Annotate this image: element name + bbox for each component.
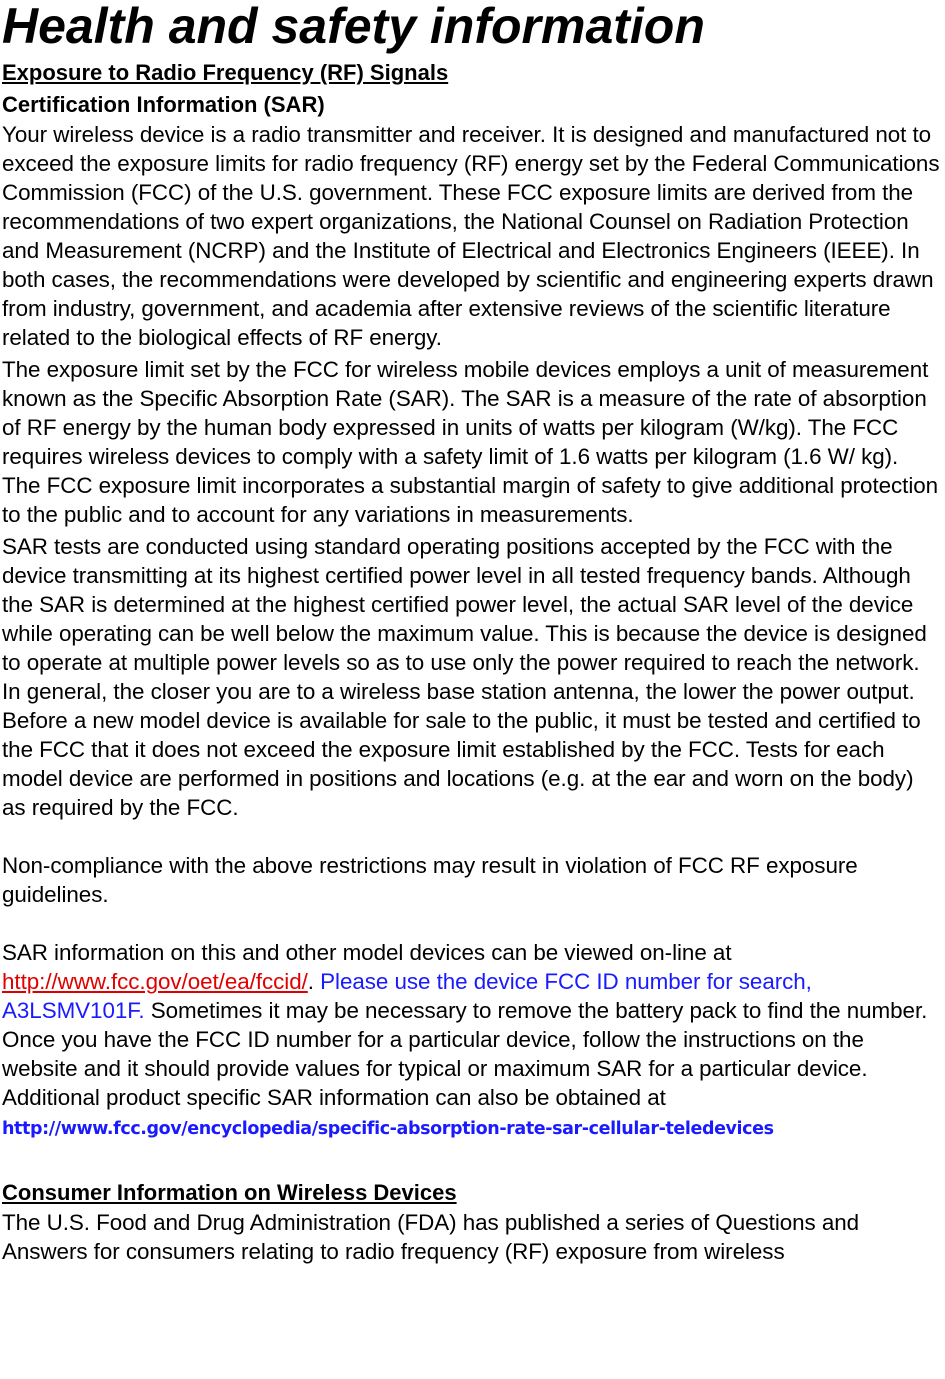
document-page (2, 0, 942, 1266)
fcc-id-search-note: Please use the device FCC ID number for search, A3LSMV101F. (2, 969, 812, 1023)
fcc-encyclopedia-link[interactable]: http://www.fcc.gov/encyclopedia/specific-absorption-rate-sar-cellular-teledevices (2, 1119, 774, 1139)
rf-paragraph-sar-info (2, 938, 942, 1144)
rf-paragraph-2: The exposure limit set by the FCC for wireless mobile devices employs a unit of measurement known as the Specific Absorption Rate (SAR). The SAR is a measure of the rate of absorption of RF energy by the human body expressed in units of watts per kilogram (W/kg). The FCC requires wireless devices to comply with a safety limit of 1.6 watts per kilogram (1.6 W/ kg). The FCC exposure limit incorporates a substantial margin of safety to give additional protection to the public and to account for any variations in measurements. (2, 357, 939, 527)
rf-exposure-heading: Exposure to Radio Frequency (RF) Signals (2, 60, 449, 85)
rf-paragraph-4: Before a new model device is available for sale to the public, it must be tested and certified to the FCC that it does not exceed the exposure limit established by the FCC. Tests for each model device are performed in positions and locations (e.g. at the ear and worn on the body) as required by the FCC. (2, 708, 921, 820)
sar-info-period: . (307, 969, 314, 994)
sar-certification-subheading: Certification Information (SAR) (2, 92, 325, 117)
consumer-paragraph-1: The U.S. Food and Drug Administration (FDA) has published a series of Questions and Answers for consumers relating to radio frequency (RF) exposure from wireless (2, 1210, 860, 1264)
rf-paragraph-noncompliance: Non-compliance with the above restrictions may result in violation of FCC RF exposure guidelines. (2, 853, 858, 907)
sar-info-rest: Sometimes it may be necessary to remove the battery pack to find the number. Once you have the FCC ID number for a particular device, follow the instructions on the website and it should provide values for typical or maximum SAR for a particular device. Additional product specific SAR information can also be obtained at (2, 998, 928, 1110)
fcc-id-link[interactable]: http://www.fcc.gov/oet/ea/fccid/ (2, 969, 308, 994)
consumer-info-heading: Consumer Information on Wireless Devices (2, 1180, 457, 1205)
rf-paragraph-3: SAR tests are conducted using standard operating positions accepted by the FCC with the device transmitting at its highest certified power level in all tested frequency bands. Although the SAR is determined at the highest certified power level, the actual SAR level of the device while operating can be well below the maximum value. This is because the device is designed to operate at multiple power levels so as to use only the power required to reach the network. In general, the closer you are to a wireless base station antenna, the lower the power output. (2, 534, 927, 704)
rf-paragraph-1: Your wireless device is a radio transmitter and receiver. It is designed and manufactured not to exceed the exposure limits for radio frequency (RF) energy set by the Federal Communications Commission (FCC) of the U.S. government. These FCC exposure limits are derived from the recommendations of two expert organizations, the National Counsel on Radiation Protection and Measurement (NCRP) and the Institute of Electrical and Electronics Engineers (IEEE). In both cases, the recommendations were developed by scientific and engineering experts drawn from industry, government, and academia after extensive reviews of the scientific literature related to the biological effects of RF energy. (2, 122, 940, 350)
page-title: Health and safety information (2, 0, 705, 54)
sar-info-intro: SAR information on this and other model devices can be viewed on-line at (2, 940, 732, 965)
